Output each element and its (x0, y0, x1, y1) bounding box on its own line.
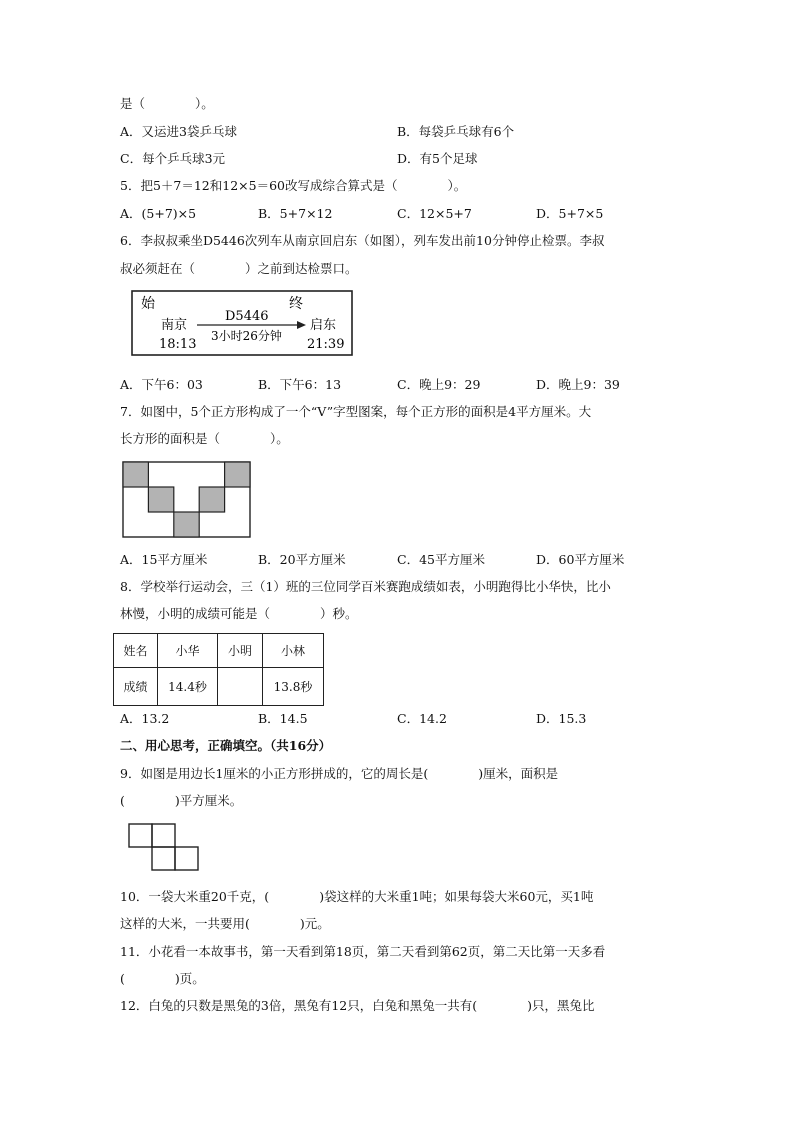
q5-stem: 5．把5＋7＝12和12×5＝60改写成综合算式是（ ）。 (120, 178, 467, 193)
ticket-from-city: 南京 (161, 318, 188, 333)
table-cell-xiaolin: 13.8秒 (263, 668, 324, 706)
q8-option-b[interactable]: B．14.5 (258, 711, 308, 726)
q5-option-d[interactable]: D．5+7×5 (536, 206, 604, 221)
small-square-3 (152, 847, 175, 870)
q6-option-b[interactable]: B．下午6：13 (258, 377, 342, 392)
v-square-5 (225, 462, 250, 487)
q10-stem-line1: 10．一袋大米重20千克，( )袋这样的大米重1吨；如果每袋大米60元，买1吨 (120, 889, 594, 904)
v-square-4 (199, 487, 224, 512)
q9-stem-line1: 9．如图是用边长1厘米的小正方形拼成的，它的周长是( )厘米，面积是 (120, 766, 559, 781)
q5-option-a[interactable]: A．(5+7)×5 (120, 206, 197, 221)
q5-option-b[interactable]: B．5+7×12 (258, 206, 333, 221)
q7-stem-line2: 长方形的面积是（ ）。 (120, 431, 289, 446)
q12-stem-line1: 12．白兔的只数是黑兔的3倍，黑兔有12只，白兔和黑兔一共有( )只，黑兔比 (120, 998, 595, 1013)
ticket-train-number: D5446 (225, 309, 269, 324)
v-shape-figure (122, 461, 252, 539)
q4-option-b[interactable]: B．每袋乒乓球有6个 (397, 124, 515, 139)
q4-option-d[interactable]: D．有5个足球 (397, 151, 478, 166)
q6-option-d[interactable]: D．晚上9：39 (536, 377, 620, 392)
q8-option-c[interactable]: C．14.2 (397, 711, 447, 726)
q7-option-b[interactable]: B．20平方厘米 (258, 552, 346, 567)
q6-option-c[interactable]: C．晚上9：29 (397, 377, 481, 392)
q9-stem-line2: ( )平方厘米。 (120, 793, 243, 808)
q10-stem-line2: 这样的大米，一共要用( )元。 (120, 916, 330, 931)
q7-option-d[interactable]: D．60平方厘米 (536, 552, 625, 567)
q5-option-c[interactable]: C．12×5+7 (397, 206, 472, 221)
ticket-to-city: 启东 (310, 318, 337, 333)
q7-stem-line1: 7．如图中，5个正方形构成了一个“V”字型图案，每个正方形的面积是4平方厘米。大 (120, 404, 592, 419)
table-header-xiaoming: 小明 (218, 634, 263, 668)
q6-stem-line2: 叔必须赶在（ ）之前到达检票口。 (120, 261, 358, 276)
train-ticket-figure (131, 290, 353, 356)
table-row-label: 成绩 (114, 668, 158, 706)
v-square-1 (123, 462, 148, 487)
small-square-2 (152, 824, 175, 847)
q11-stem-line2: ( )页。 (120, 971, 205, 986)
q4-option-a[interactable]: A．又运进3袋乒乓球 (120, 124, 237, 139)
q8-option-a[interactable]: A．13.2 (120, 711, 170, 726)
table-header-name: 姓名 (114, 634, 158, 668)
q7-option-a[interactable]: A．15平方厘米 (120, 552, 208, 567)
q6-option-a[interactable]: A．下午6：03 (120, 377, 203, 392)
race-score-table (113, 633, 324, 706)
square-shape-figure (128, 823, 200, 871)
v-square-3 (174, 512, 199, 537)
small-square-4 (175, 847, 198, 870)
table-header-xiaolin: 小林 (263, 634, 324, 668)
q4-stem-tail: 是（ ）。 (120, 96, 214, 111)
q8-stem-line2: 林慢，小明的成绩可能是（ ）秒。 (120, 606, 358, 621)
table-cell-xiaohua: 14.4秒 (158, 668, 218, 706)
table-header-xiaohua: 小华 (158, 634, 218, 668)
q7-option-c[interactable]: C．45平方厘米 (397, 552, 485, 567)
q4-option-c[interactable]: C．每个乒乓球3元 (120, 151, 226, 166)
small-square-1 (129, 824, 152, 847)
ticket-to-time: 21:39 (307, 337, 345, 352)
section-2-heading: 二、用心思考，正确填空。（共16分） (120, 738, 332, 753)
v-square-2 (148, 487, 173, 512)
table-cell-xiaoming[interactable] (218, 668, 263, 706)
q8-stem-line1: 8．学校举行运动会，三（1）班的三位同学百米赛跑成绩如表，小明跑得比小华快，比小 (120, 579, 611, 594)
ticket-end-label: 终 (289, 296, 303, 312)
ticket-duration: 3小时26分钟 (211, 329, 282, 343)
q6-stem-line1: 6．李叔叔乘坐D5446次列车从南京回启东（如图），列车发出前10分钟停止检票。李叔 (120, 233, 605, 248)
ticket-from-time: 18:13 (159, 337, 197, 352)
ticket-start-label: 始 (141, 296, 155, 312)
q11-stem-line1: 11．小花看一本故事书，第一天看到第18页，第二天看到第62页，第二天比第一天多看 (120, 944, 606, 959)
q8-option-d[interactable]: D．15.3 (536, 711, 587, 726)
